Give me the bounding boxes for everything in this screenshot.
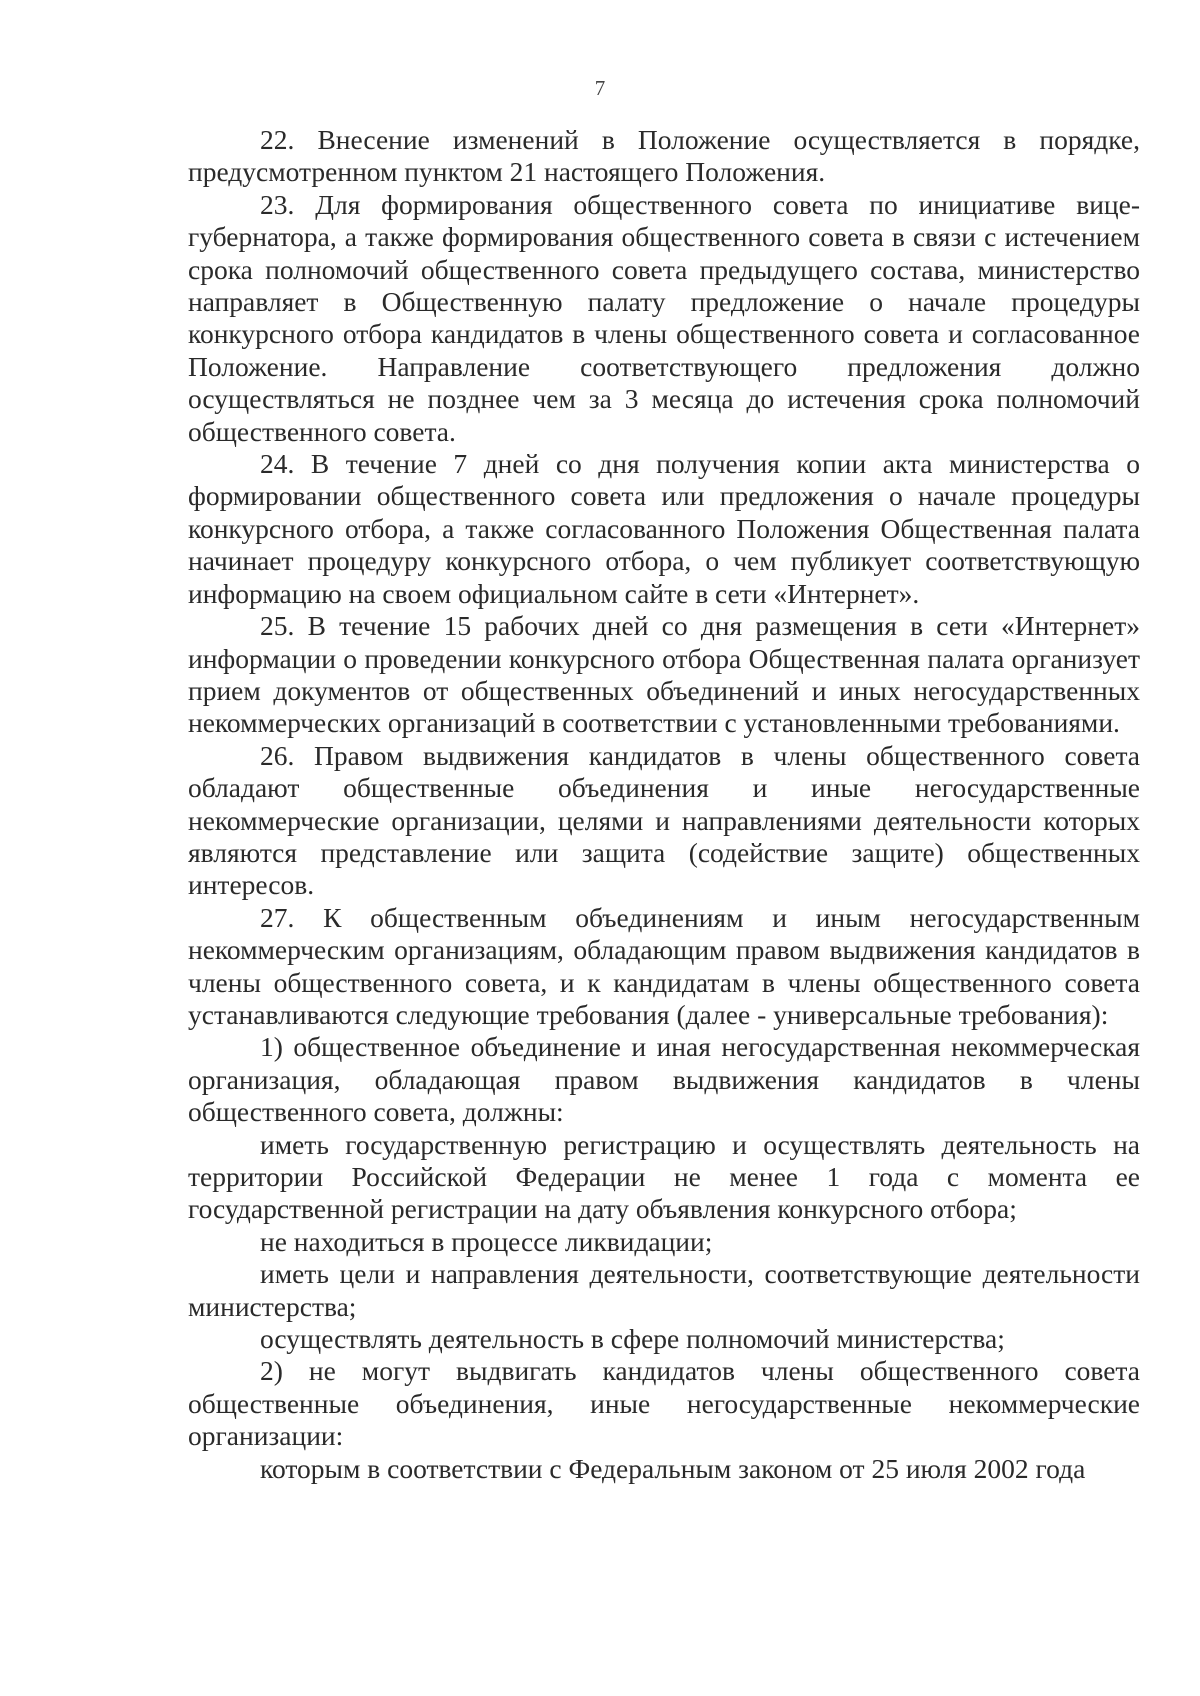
paragraph-27-item-1: 1) общественное объединение и иная негосударственная некоммерческая организация, обладающая правом выдвижения кандидатов в члены общественного совета, должны: xyxy=(188,1031,1140,1128)
paragraph-22: 22. Внесение изменений в Положение осуществляется в порядке, предусмотренном пунктом 21 настоящего Положения. xyxy=(188,124,1140,188)
paragraph-27-item-2: 2) не могут выдвигать кандидатов члены общественного совета общественные объединения, иные негосударственные некоммерческие организации: xyxy=(188,1355,1140,1452)
exclusion-federal-law: которым в соответствии с Федеральным законом от 25 июля 2002 года xyxy=(260,1452,1086,1484)
paragraph-27: 27. К общественным объединениям и иным негосударственным некоммерческим организациям, обладающим правом выдвижения кандидатов в члены общественного совета, и к кандидатам в члены общественного совета устанавливаются следующие требования (далее - универсальные требования): xyxy=(188,901,1140,1030)
paragraph-26: 26. Правом выдвижения кандидатов в члены общественного совета обладают общественные объединения и иные негосударственные некоммерческие организации, целями и направлениями деятельности которых являются представление или защита (содействие защите) общественных интересов. xyxy=(188,739,1140,901)
paragraph-23: 23. Для формирования общественного совета по инициативе вице-губернатора, а также формирования общественного совета в связи с истечением срока полномочий общественного совета предыдущего состава, министерство направляет в Общественную палату предложение о начале процедуры конкурсного отбора кандидатов в члены общественного совета и согласованное Положение. Направление соответствующего предложения должно осуществляться не позднее чем за 3 месяца до истечения срока полномочий общественного совета. xyxy=(188,188,1140,447)
requirement-no-liquidation: не находиться в процессе ликвидации; xyxy=(260,1225,713,1257)
requirement-registration: иметь государственную регистрацию и осуществлять деятельность на территории Российской Федерации не менее 1 года с момента ее государственной регистрации на дату объявления конкурсного отбора; xyxy=(188,1128,1140,1225)
paragraph-24: 24. В течение 7 дней со дня получения копии акта министерства о формировании общественного совета или предложения о начале процедуры конкурсного отбора, а также согласованного Положения Общественная палата начинает процедуру конкурсного отбора, о чем публикует соответствующую информацию на своем официальном сайте в сети «Интернет». xyxy=(188,448,1140,609)
paragraph-25: 25. В течение 15 рабочих дней со дня размещения в сети «Интернет» информации о проведении конкурсного отбора Общественная палата организует прием документов от общественных объединений и иных негосударственных некоммерческих организаций в соответствии с установленными требованиями. xyxy=(188,610,1140,739)
document-body xyxy=(188,124,1140,1485)
page-number: 7 xyxy=(594,76,606,100)
requirement-goals: иметь цели и направления деятельности, соответствующие деятельности министерства; xyxy=(188,1258,1140,1322)
requirement-activity-scope: осуществлять деятельность в сфере полномочий министерства; xyxy=(260,1323,1005,1355)
